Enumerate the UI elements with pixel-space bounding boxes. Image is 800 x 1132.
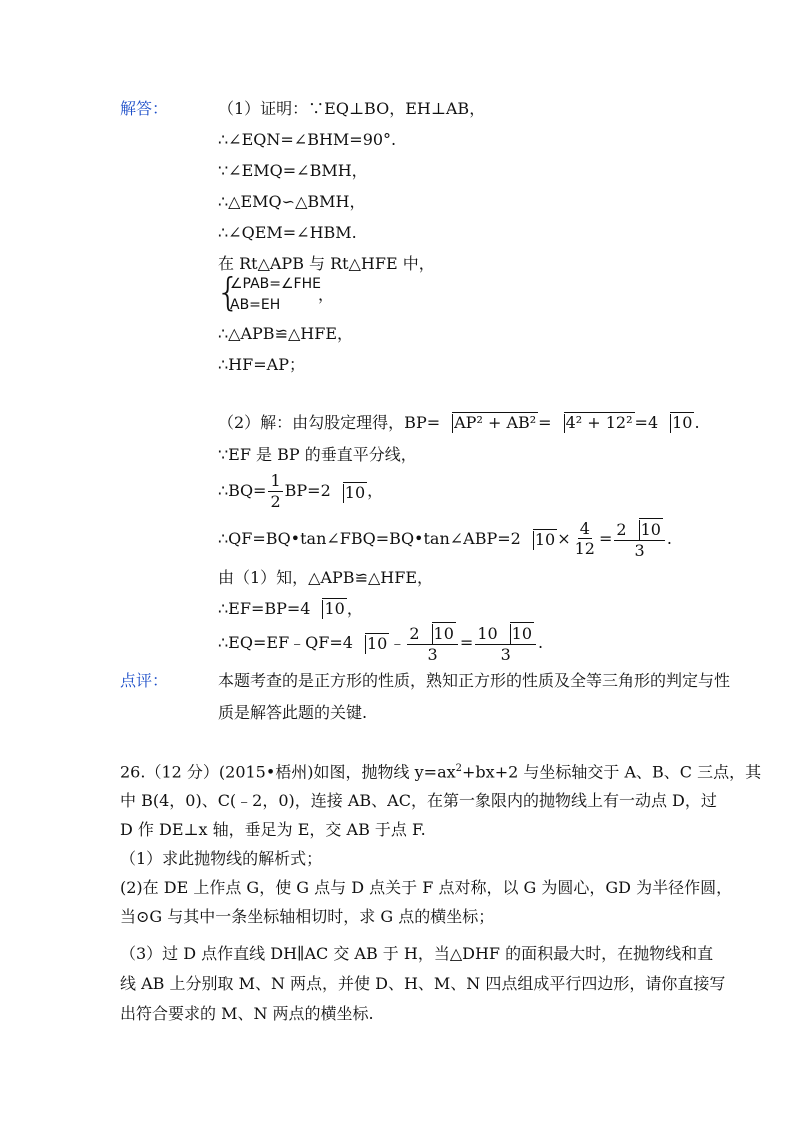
system-eq-2: AB=EH — [230, 297, 281, 313]
solution-line: ∴HF=AP； — [218, 355, 305, 374]
left-brace: { — [216, 270, 241, 314]
part2-line5: 由（1）知，△APB≌△HFE， — [218, 568, 434, 587]
fraction: $\frac{10 10}{3}$ — [475, 622, 536, 663]
sqrt: 4² + 12² — [552, 412, 635, 431]
part2-line1: （2）解：由勾股定理得，BP= AP² + AB² = 4² + 12² =4 10 . — [218, 413, 700, 432]
sqrt: 10 — [658, 412, 694, 431]
solution-line: ∴△EMQ∽△BMH， — [218, 192, 366, 211]
system-eq-1: ∠PAB=∠FHE — [230, 276, 321, 292]
problem26-line: 线 AB 上分别取 M、N 两点，并使 D、H、M、N 四点组成平行四边形，请你直接写 — [120, 974, 726, 993]
problem26-line: D 作 DE⊥x 轴，垂足为 E，交 AB 于点 F. — [120, 820, 426, 839]
sqrt: 10 — [420, 622, 456, 643]
comment-line: 本题考查的是正方形的性质，熟知正方形的性质及全等三角形的判定与性 — [218, 671, 731, 690]
solution-line: 在 Rt△APB 与 Rt△HFE 中， — [218, 254, 435, 273]
part2-line7: ∴EQ=EF﹣QF=4 10 ﹣ $\frac{2 10}{3}$ = $\frac{10 10}{3}$ . — [218, 624, 544, 664]
solution-line: ∵∠EMQ=∠BMH， — [218, 161, 368, 180]
solution-line: ∴△APB≌△HFE， — [218, 324, 354, 343]
comment-label: 点评： — [120, 671, 169, 690]
problem26-line: （1）求此抛物线的解析式； — [120, 849, 323, 868]
solution-line: （1）证明：∵EQ⊥BO，EH⊥AB， — [218, 99, 486, 118]
problem26-line: (2)在 DE 上作点 G，使 G 点与 D 点关于 F 点对称，以 G 为圆心，GD 为半径作圆， — [120, 878, 733, 897]
part2-line4: ∴QF=BQ•tan∠FBQ=BQ•tan∠ABP=2 10 × $\frac{4}{12}$ = $\frac{2 10}{3}$ . — [218, 518, 673, 560]
part2-line3: ∴BQ= $\frac{1}{2}$ BP=2 10 ， — [218, 471, 384, 511]
problem26-line1: 26.（12 分）(2015•梧州)如图，抛物线 $y=ax^2+bx+2$ 与坐标轴交于 A、B、C 三点，其 — [120, 762, 762, 782]
solution-line: ∴∠EQN=∠BHM=90°. — [218, 130, 397, 149]
comment-line: 质是解答此题的关键. — [218, 703, 368, 722]
sqrt: 10 — [627, 518, 663, 539]
solution-line: ∴∠QEM=∠HBM. — [218, 223, 357, 242]
sqrt: 10 — [310, 598, 346, 617]
problem26-line: （3）过 D 点作直线 DH∥AC 交 AB 于 H，当△DHF 的面积最大时，在抛物线和直 — [120, 944, 714, 963]
sqrt: 10 — [331, 482, 367, 501]
sqrt: 10 — [521, 529, 557, 548]
sqrt: 10 — [353, 633, 389, 652]
problem26-line: 出符合要求的 M、N 两点的横坐标. — [120, 1004, 374, 1023]
part2-line6: ∴EF=BP=4 10 ， — [218, 599, 363, 618]
problem26-line: 当⊙G 与其中一条坐标轴相切时，求 G 点的横坐标； — [120, 907, 495, 926]
part2-line2: ∵EF 是 BP 的垂直平分线， — [218, 445, 417, 464]
fraction: $\frac{1}{2}$ — [270, 471, 281, 511]
fraction: $\frac{2 10}{3}$ — [614, 518, 665, 559]
system-tail: ， — [318, 285, 335, 304]
fraction: $\frac{4}{12}$ — [574, 518, 595, 559]
problem26-line: 中 B(4，0)、C(﹣2，0)，连接 AB、AC，在第一象限内的抛物线上有一动点 D，过 — [120, 791, 717, 810]
sqrt: AP² + AB² — [440, 412, 538, 431]
fraction: $\frac{2 10}{3}$ — [407, 622, 458, 663]
sqrt: 10 — [498, 622, 534, 643]
solution-label: 解答： — [120, 99, 169, 118]
